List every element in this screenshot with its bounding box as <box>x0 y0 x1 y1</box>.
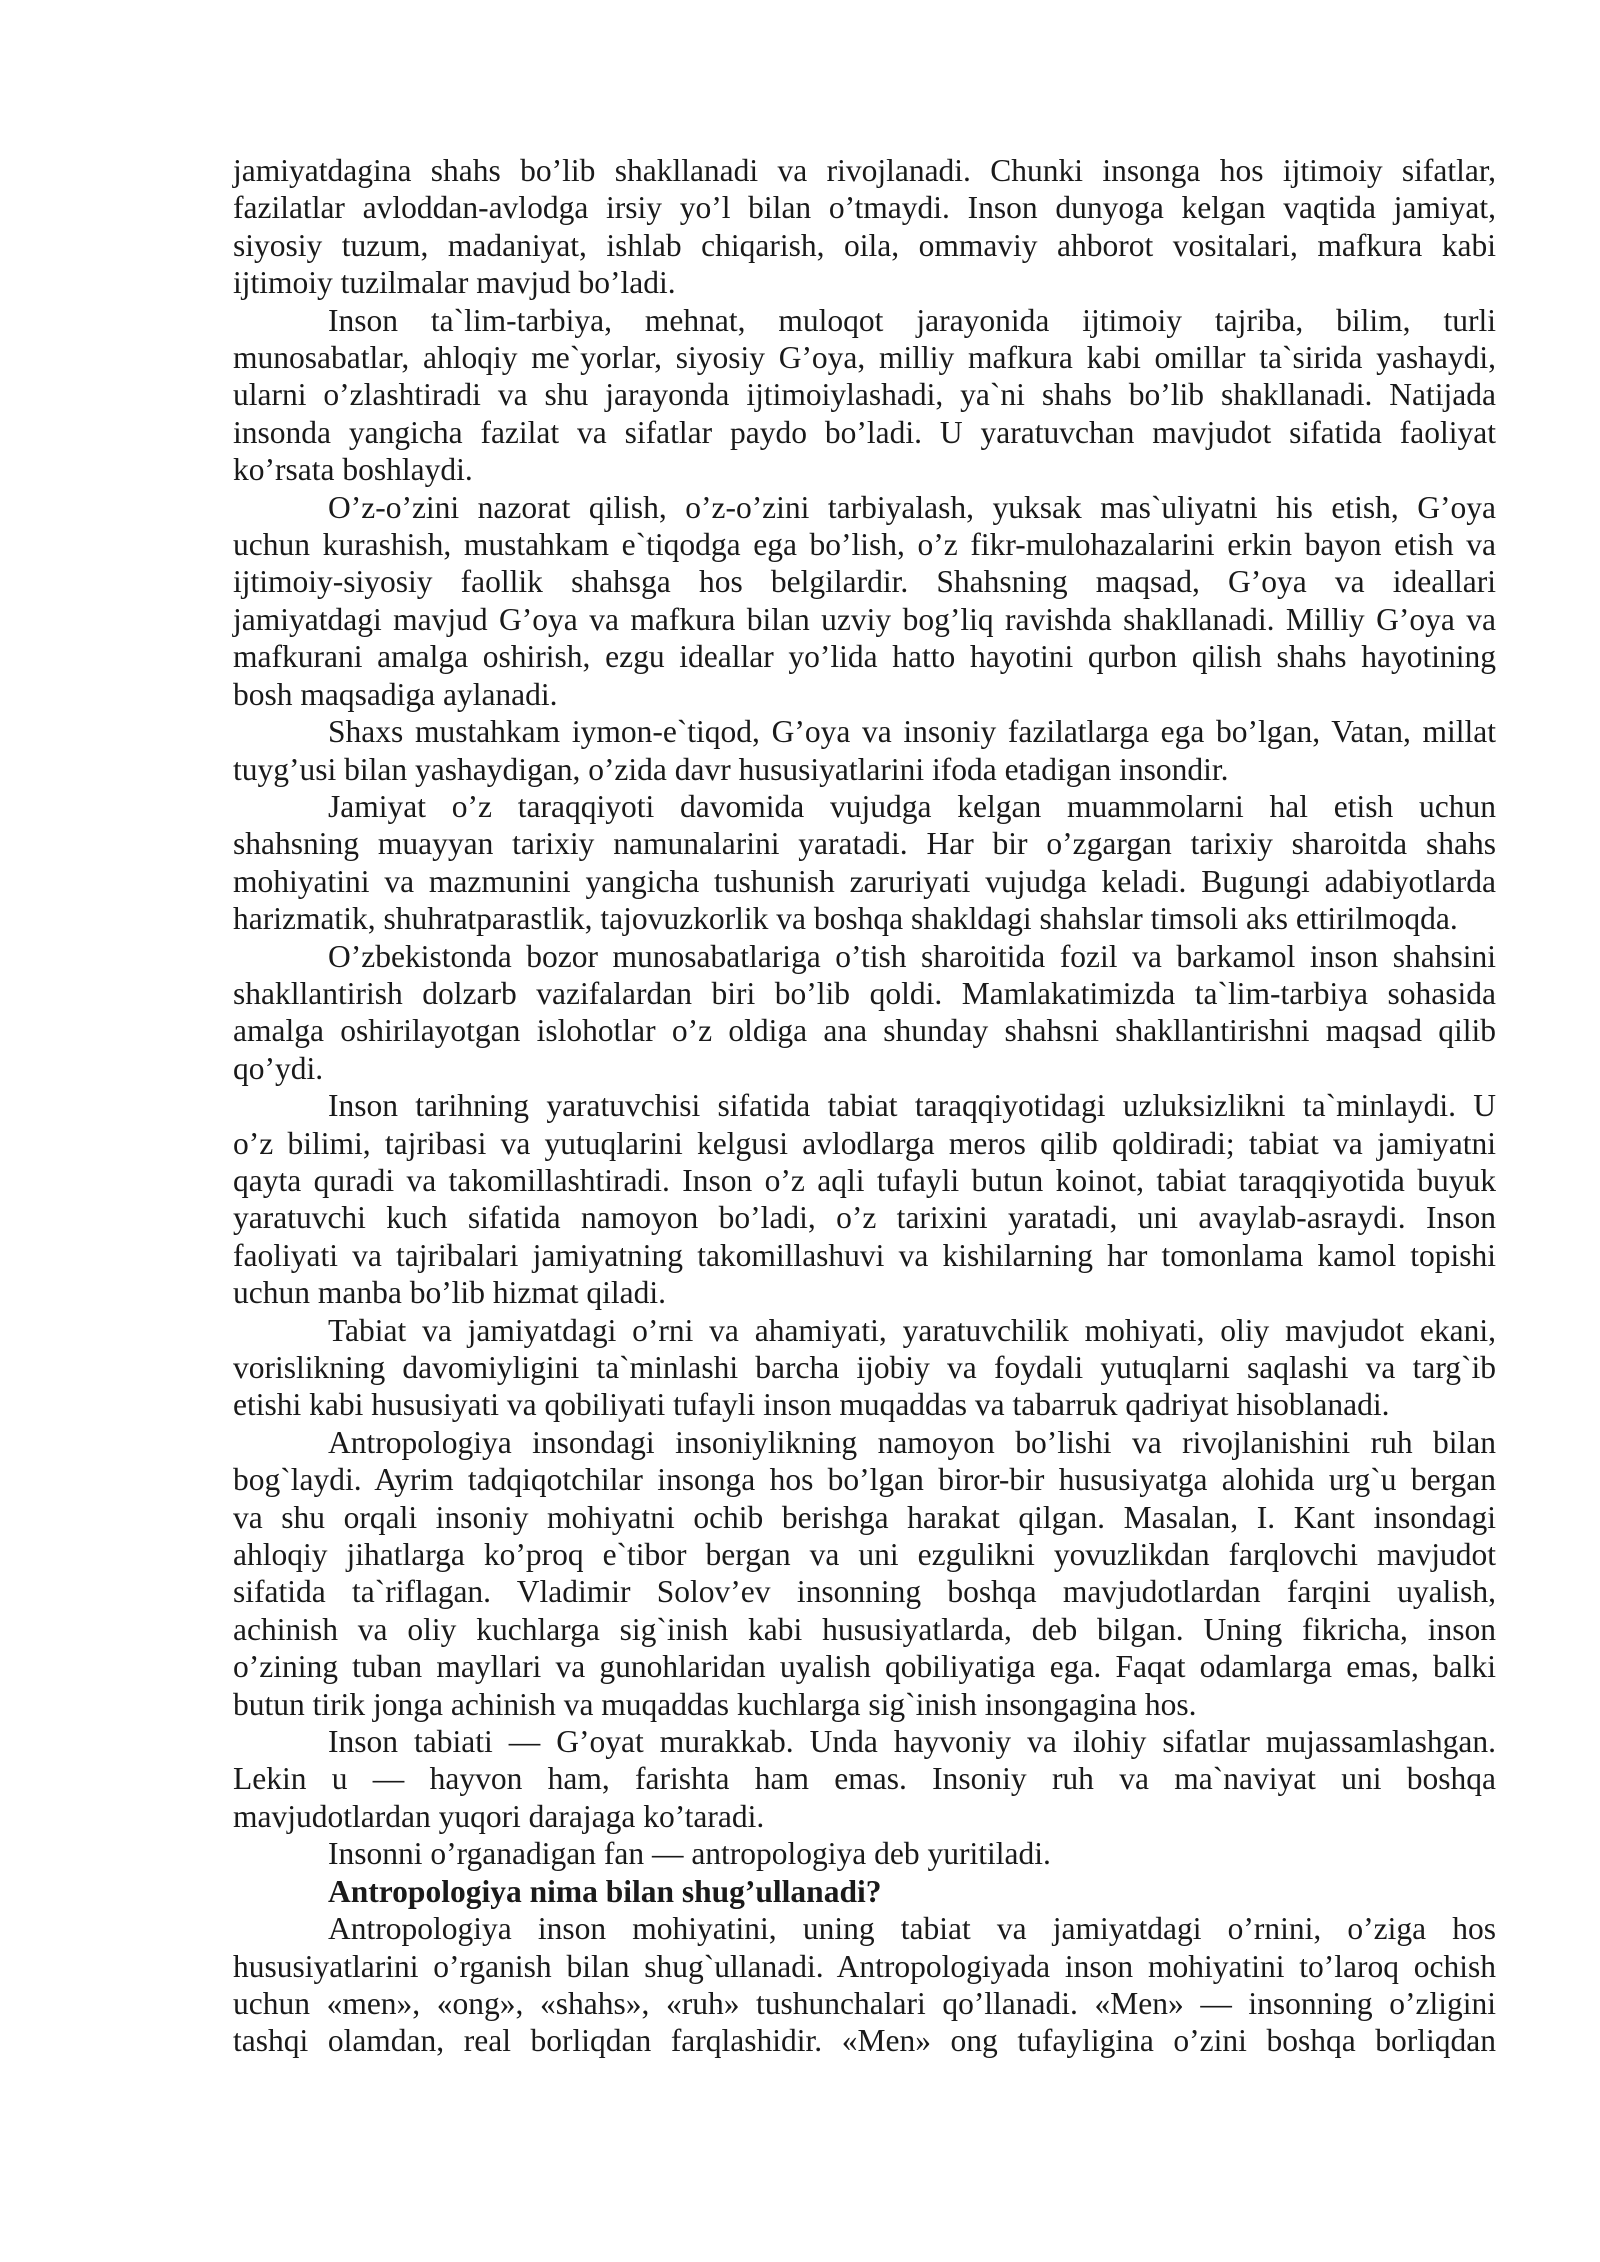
text-line: Antropologiya insondagi insoniylikning namoyon bo’lishi va rivojlanishini ruh bilan <box>328 1424 1496 1460</box>
paragraph <box>233 788 1496 938</box>
text-line: sifatida ta`riflagan. Vladimir Solov’ev insonning boshqa mavjudotlardan farqini uyalish, <box>233 1574 1496 1610</box>
text-line: faoliyati va tajribalari jamiyatning takomillashuvi va kishilarning har tomonlama kamol topishi <box>233 1237 1496 1273</box>
text-line: ko’rsata boshlaydi. <box>233 452 473 488</box>
paragraph <box>233 1424 1496 1723</box>
text-line: insonda yangicha fazilat va sifatlar paydo bo’ladi. U yaratuvchan mavjudot sifatida faoliyat <box>233 414 1496 450</box>
text-line: hususiyatlarini o’rganish bilan shug`ullanadi. Antropologiyada inson mohiyatini to’laroq ochish <box>233 1948 1496 1984</box>
text-line: shakllantirish dolzarb vazifalardan biri bo’lib qoldi. Mamlakatimizda ta`lim-tarbiya sohasida <box>233 975 1496 1011</box>
paragraph <box>233 1910 1496 2060</box>
text-line: mafkurani amalga oshirish, ezgu ideallar yo’lida hatto hayotini qurbon qilish shahs hayotining <box>233 639 1496 675</box>
text-line: ijtimoiy-siyosiy faollik shahsga hos belgilardir. Shahsning maqsad, G’oya va ideallari <box>233 564 1496 600</box>
text-line: bosh maqsadiga aylanadi. <box>233 676 558 712</box>
paragraph <box>233 489 1496 713</box>
text-line: Lekin u — hayvon ham, farishta ham emas. Insoniy ruh va ma`naviyat uni boshqa <box>233 1761 1496 1797</box>
text-line: ijtimoiy tuzilmalar mavjud bo’ladi. <box>233 265 676 301</box>
text-line: Inson tarihning yaratuvchisi sifatida tabiat taraqqiyotidagi uzluksizlikni ta`minlaydi. U <box>328 1088 1496 1124</box>
paragraph <box>233 152 1496 302</box>
text-line: shahsning muayyan tarixiy namunalarini yaratadi. Har bir o’zgargan tarixiy sharoitda shahs <box>233 826 1496 862</box>
paragraph <box>233 1312 1496 1424</box>
text-line: harizmatik, shuhratparastlik, tajovuzkorlik va boshqa shakldagi shahslar timsoli aks ettirilmoqda. <box>233 901 1458 937</box>
text-line: o’zining tuban mayllari va gunohlaridan uyalish qobiliyatiga ega. Faqat odamlarga emas, balki <box>233 1649 1496 1685</box>
text-line: tashqi olamdan, real borliqdan farqlashidir. «Men» ong tufayligina o’zini boshqa borliqdan <box>233 2023 1496 2059</box>
text-line: Jamiyat o’z taraqqiyoti davomida vujudga kelgan muammolarni hal etish uchun <box>328 788 1496 824</box>
text-line: va shu orqali insoniy mohiyatni ochib berishga harakat qilgan. Masalan, I. Kant insondagi <box>233 1499 1496 1535</box>
text-line: uchun kurashish, mustahkam e`tiqodga ega bo’lish, o’z fikr-mulohazalarini erkin bayon etish va <box>233 527 1496 563</box>
text-line: O’zbekistonda bozor munosabatlariga o’tish sharoitida fozil va barkamol inson shahsini <box>328 938 1496 974</box>
paragraph <box>233 302 1496 489</box>
text-line: achinish va oliy kuchlarga sig`inish kabi hususiyatlarda, deb bilgan. Uning fikricha, inson <box>233 1611 1496 1647</box>
text-line: vorislikning davomiyligini ta`minlashi barcha ijobiy va foydali yutuqlarni saqlashi va targ`ib <box>233 1350 1496 1385</box>
text-line: Inson ta`lim-tarbiya, mehnat, muloqot jarayonida ijtimoiy tajriba, bilim, turli <box>328 302 1496 338</box>
text-line: Inson tabiati — G’oyat murakkab. Unda hayvoniy va ilohiy sifatlar mujassamlashgan. <box>328 1724 1496 1760</box>
paragraph <box>233 1723 1496 1835</box>
paragraph <box>233 938 1496 1088</box>
text-line: yaratuvchi kuch sifatida namoyon bo’ladi, o’z tarixini yaratadi, uni avaylab-asraydi. Inson <box>233 1200 1496 1236</box>
text-line: butun tirik jonga achinish va muqaddas kuchlarga sig`inish insongagina hos. <box>233 1686 1197 1722</box>
text-line: O’z-o’zini nazorat qilish, o’z-o’zini tarbiyalash, yuksak mas`uliyatni his etish, G’oya <box>328 489 1496 525</box>
text-line: ularni o’zlashtiradi va shu jarayonda ijtimoiylashadi, ya`ni shahs bo’lib shakllanadi. Natijada <box>233 377 1496 413</box>
heading-text: Antropologiya nima bilan shug’ullanadi? <box>328 1873 882 1909</box>
paragraph <box>233 713 1496 788</box>
section-heading <box>233 1873 1496 1910</box>
text-line: jamiyatdagi mavjud G’oya va mafkura bilan uzviy bog’liq ravishda shakllanadi. Milliy G’oya va <box>233 601 1496 637</box>
text-line: Antropologiya inson mohiyatini, uning tabiat va jamiyatdagi o’rnini, o’ziga hos <box>328 1911 1496 1947</box>
text-line: qayta quradi va takomillashtiradi. Inson o’z aqli tufayli butun koinot, tabiat taraqqiyotida buyuk <box>233 1162 1496 1198</box>
text-line: jamiyatdagina shahs bo’lib shakllanadi va rivojlanadi. Chunki insonga hos ijtimoiy sifatlar, <box>233 153 1496 188</box>
text-line: bog`laydi. Ayrim tadqiqotchilar insonga hos bo’lgan biror-bir hususiyatga alohida urg`u bergan <box>233 1462 1496 1498</box>
text-line: munosabatlar, ahloqiy me`yorlar, siyosiy G’oya, milliy mafkura kabi omillar ta`sirida yashaydi, <box>233 340 1496 376</box>
text-line: mohiyatini va mazmunini yangicha tushunish zaruriyati vujudga keladi. Bugungi adabiyotlarda <box>233 863 1496 899</box>
text-line: tuyg’usi bilan yashaydigan, o’zida davr hususiyatlarini ifoda etadigan insondir. <box>233 751 1229 787</box>
text-line: uchun manba bo’lib hizmat qiladi. <box>233 1275 667 1311</box>
text-line: mavjudotlardan yuqori darajaga ko’taradi. <box>233 1798 765 1834</box>
paragraph <box>233 1087 1496 1311</box>
text-line: Shaxs mustahkam iymon-e`tiqod, G’oya va insoniy fazilatlarga ega bo’lgan, Vatan, millat <box>328 714 1496 750</box>
text-line: ahloqiy jihatlarga ko’proq e`tibor bergan va uni ezgulikni yovuzlikdan farqlovchi mavjudot <box>233 1537 1496 1573</box>
text-line: Tabiat va jamiyatdagi o’rni va ahamiyati, yaratuvchilik mohiyati, oliy mavjudot ekani, <box>328 1312 1496 1348</box>
text-line: uchun «men», «ong», «shahs», «ruh» tushunchalari qo’llanadi. «Men» — insonning o’zligini <box>233 1985 1496 2021</box>
text-line: qo’ydi. <box>233 1050 324 1086</box>
text-line: siyosiy tuzum, madaniyat, ishlab chiqarish, oila, ommaviy ahborot vositalari, mafkura kabi <box>233 227 1496 263</box>
text-line: amalga oshirilayotgan islohotlar o’z oldiga ana shunday shahsni shakllantirishni maqsad qilib <box>233 1013 1496 1049</box>
text-line: fazilatlar avloddan-avlodga irsiy yo’l bilan o’tmaydi. Inson dunyoga kelgan vaqtida jamiyat, <box>233 190 1496 226</box>
paragraph <box>233 1835 1496 1872</box>
body-text <box>233 152 1496 2060</box>
text-line: o’z bilimi, tajribasi va yutuqlarini kelgusi avlodlarga meros qilib qoldiradi; tabiat va jamiyatni <box>233 1125 1496 1161</box>
text-line: Insonni o’rganadigan fan — antropologiya deb yuritiladi. <box>328 1836 1051 1872</box>
text-line: etishi kabi hususiyati va qobiliyati tufayli inson muqaddas va tabarruk qadriyat hisoblanadi. <box>233 1387 1390 1423</box>
